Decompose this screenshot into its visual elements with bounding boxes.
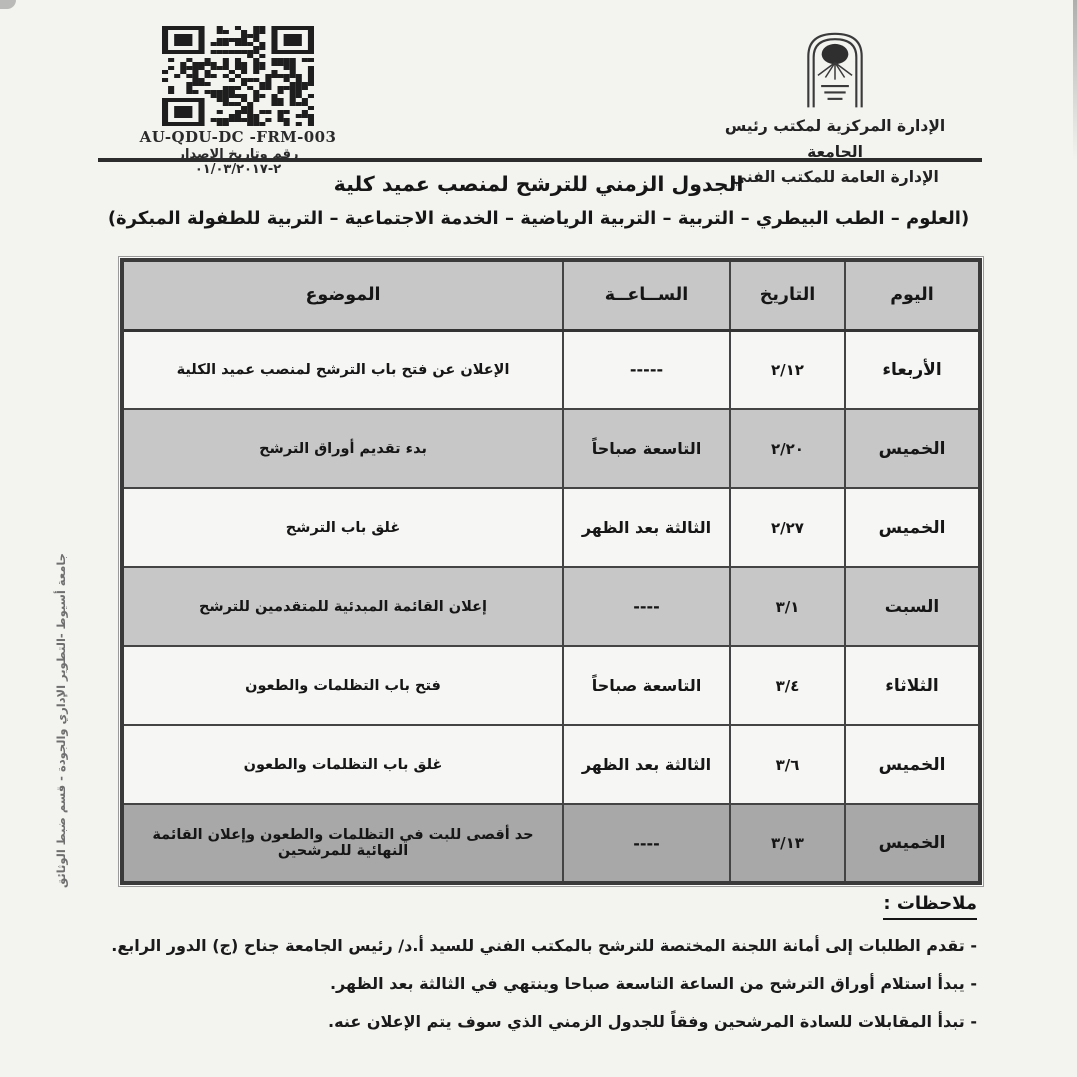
subject-cell: غلق باب التظلمات والطعون — [122, 725, 563, 804]
subject-cell: بدء تقديم أوراق الترشح — [122, 409, 563, 488]
time-cell: ---- — [563, 804, 730, 883]
note-item: - تبدأ المقابلات للسادة المرشحين وفقاً للجدول الزمني الذي سوف يتم الإعلان عنه. — [328, 1012, 977, 1032]
time-cell: التاسعة صباحاً — [563, 646, 730, 725]
table-row — [122, 804, 980, 883]
note-item: - تقدم الطلبات إلى أمانة اللجنة المختصة للترشح بالمكتب الفني للسيد أ.د/ رئيس الجامعة جناح (ج) الدور الرابع. — [111, 936, 977, 955]
page-title: الجدول الزمني للترشح لمنصب عميد كلية — [333, 172, 744, 196]
day-cell: الخميس — [845, 488, 980, 567]
time-cell: ----- — [563, 330, 730, 409]
time-column-header: الســاعــة — [563, 260, 730, 330]
form-code: AU-QDU-DC -FRM-003 — [139, 128, 337, 146]
date-cell: ٢/٢٧ — [730, 488, 845, 567]
table-row — [122, 488, 980, 567]
date-cell: ٣/٤ — [730, 646, 845, 725]
side-vertical-caption: جامعة أسيوط -التطوير الإداري والجودة - قسم ضبط الوثائق — [54, 553, 68, 888]
notes-list — [95, 934, 977, 1034]
schedule-table — [120, 258, 982, 885]
date-cell: ٣/١ — [730, 567, 845, 646]
day-cell: الخميس — [845, 409, 980, 488]
qr-block — [138, 26, 338, 177]
notes-section — [95, 893, 977, 1049]
subject-cell: الإعلان عن فتح باب الترشح لمنصب عميد الكلية — [122, 330, 563, 409]
org-name-line2: الإدارة العامة للمكتب الفني — [731, 168, 939, 187]
subject-cell: إعلان القائمة المبدئية للمتقدمين للترشح — [122, 567, 563, 646]
date-cell: ٣/١٣ — [730, 804, 845, 883]
day-cell: السبت — [845, 567, 980, 646]
subject-cell: حد أقصى للبت في التظلمات والطعون وإعلان القائمة النهائية للمرشحين — [122, 804, 563, 883]
notes-heading: ملاحظات : — [883, 893, 977, 920]
time-cell: الثالثة بعد الظهر — [563, 488, 730, 567]
date-column-header: التاريخ — [730, 260, 845, 330]
org-block — [705, 28, 965, 191]
subject-cell: فتح باب التظلمات والطعون — [122, 646, 563, 725]
scan-artifact-edge — [1073, 0, 1077, 160]
header-divider — [98, 158, 982, 162]
subject-column-header: الموضوع — [122, 260, 563, 330]
table-row — [122, 330, 980, 409]
date-cell: ٢/١٢ — [730, 330, 845, 409]
time-cell: التاسعة صباحاً — [563, 409, 730, 488]
subject-cell: غلق باب الترشح — [122, 488, 563, 567]
table-row — [122, 646, 980, 725]
table-row — [122, 567, 980, 646]
schedule-table-body — [122, 330, 980, 883]
faculties-subtitle: (العلوم – الطب البيطري – التربية – التربية الرياضية – الخدمة الاجتماعية – التربية للطفولة المبكرة) — [107, 208, 970, 229]
org-name-line1: الإدارة المركزية لمكتب رئيس الجامعة — [724, 117, 946, 161]
day-cell: الثلاثاء — [845, 646, 980, 725]
time-cell: ---- — [563, 567, 730, 646]
date-cell: ٣/٦ — [730, 725, 845, 804]
table-row — [122, 725, 980, 804]
day-cell: الخميس — [845, 804, 980, 883]
scan-artifact-corner — [0, 0, 16, 9]
day-column-header: اليوم — [845, 260, 980, 330]
issue-number-date: رقم وتاريخ الإصدار ٢-٠١/٠٣/٢٠١٧ — [177, 147, 299, 177]
day-cell: الخميس — [845, 725, 980, 804]
header-row — [122, 260, 980, 330]
schedule-table-header — [122, 260, 980, 330]
table-row — [122, 409, 980, 488]
university-logo-icon — [803, 28, 867, 110]
day-cell: الأربعاء — [845, 330, 980, 409]
date-cell: ٢/٢٠ — [730, 409, 845, 488]
qr-code-icon — [162, 26, 314, 126]
time-cell: الثالثة بعد الظهر — [563, 725, 730, 804]
note-item: - يبدأ استلام أوراق الترشح من الساعة التاسعة صباحا وينتهي في الثالثة بعد الظهر. — [329, 974, 977, 994]
